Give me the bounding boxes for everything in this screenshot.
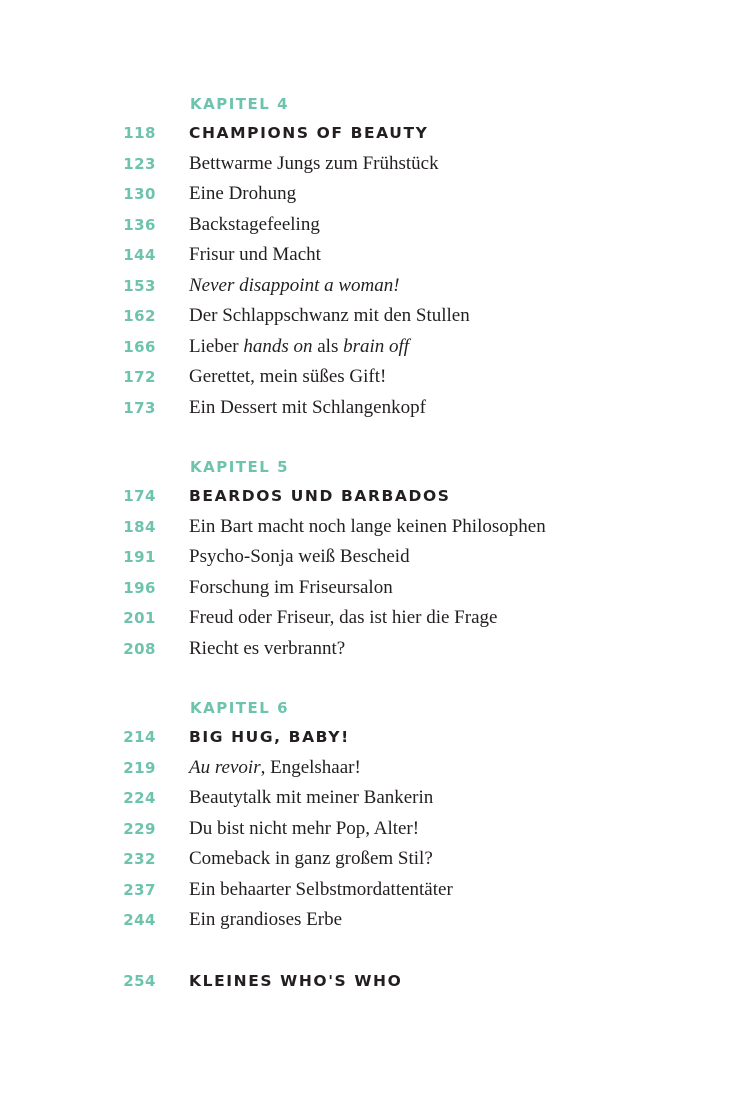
page-number: 173 [123, 398, 156, 417]
toc-entry[interactable] [0, 603, 729, 634]
toc-entry[interactable] [0, 362, 729, 393]
page-number: 229 [123, 819, 156, 838]
toc-entry[interactable] [0, 905, 729, 936]
page-number: 201 [123, 609, 156, 627]
entry-title: Eine Drohung [189, 183, 297, 204]
entry-title: Der Schlappschwanz mit den Stullen [189, 305, 470, 326]
entry-title: Psycho-Sonja weiß Bescheid [189, 546, 410, 567]
chapter-5 [0, 453, 729, 664]
page-number: 162 [123, 307, 156, 325]
page-number: 219 [123, 758, 156, 777]
entry-title: Frisur und Macht [189, 244, 321, 265]
toc-heading-row[interactable] [0, 481, 729, 512]
chapter-6 [0, 694, 729, 936]
page-number: 123 [123, 154, 156, 173]
entry-title: Never disappoint a woman! [189, 274, 400, 296]
toc-entry[interactable] [0, 149, 729, 180]
table-of-contents [0, 90, 729, 996]
entry-title: Ein grandioses Erbe [189, 909, 343, 930]
page-number: 172 [123, 368, 156, 386]
toc-entry[interactable] [0, 875, 729, 906]
entry-title: Ein behaarter Selbstmordattentäter [189, 878, 453, 900]
toc-entry[interactable] [0, 753, 729, 784]
chapter-4 [0, 90, 729, 423]
entry-title: Ein Bart macht noch lange keinen Philosophen [189, 515, 546, 537]
page-number: 153 [123, 276, 156, 295]
chapter-label: KAPITEL 5 [190, 458, 290, 476]
page-number: 184 [123, 517, 156, 536]
page-number: 244 [123, 911, 156, 929]
chapter-title: CHAMPIONS OF BEAUTY [189, 124, 429, 142]
page-number: 232 [123, 850, 156, 868]
entry-title: Gerettet, mein süßes Gift! [189, 366, 387, 387]
toc-entry[interactable] [0, 814, 729, 845]
chapter-label: KAPITEL 6 [190, 699, 290, 717]
page-number: 214 [123, 728, 156, 746]
toc-entry[interactable] [0, 783, 729, 814]
toc-entry[interactable] [0, 393, 729, 424]
toc-entry[interactable] [0, 634, 729, 665]
chapter-label: KAPITEL 4 [190, 95, 290, 113]
toc-entry[interactable] [0, 844, 729, 875]
page-number: 174 [123, 487, 156, 505]
page-number: 166 [123, 337, 156, 356]
toc-entry[interactable] [0, 271, 729, 302]
entry-title-italic: hands on [243, 335, 313, 357]
entry-title: Ein Dessert mit Schlangenkopf [189, 396, 426, 418]
page-number: 224 [123, 789, 156, 807]
toc-entry[interactable] [0, 240, 729, 271]
page-number: 144 [123, 246, 156, 264]
entry-title-part: Lieber [189, 335, 244, 357]
toc-entry[interactable] [0, 332, 729, 363]
page-number: 136 [123, 215, 156, 234]
page-number: 191 [123, 548, 156, 566]
entry-title: Comeback in ganz großem Stil? [189, 848, 433, 869]
page-number: 237 [123, 880, 156, 899]
entry-title: Du bist nicht mehr Pop, Alter! [189, 817, 420, 839]
chapter-title: BIG HUG, BABY! [189, 728, 350, 746]
toc-entry[interactable] [0, 301, 729, 332]
toc-heading-row[interactable] [0, 722, 729, 753]
chapter-title: KLEINES WHO'S WHO [189, 971, 403, 990]
toc-heading-row-whos-who[interactable] [0, 966, 729, 997]
toc-entry[interactable] [0, 573, 729, 604]
entry-title: Beautytalk mit meiner Bankerin [189, 787, 434, 808]
entry-title [189, 332, 409, 363]
toc-heading-row[interactable] [0, 118, 729, 149]
entry-title [189, 753, 361, 784]
page-number: 208 [123, 639, 156, 658]
toc-entry[interactable] [0, 542, 729, 573]
toc-entry[interactable] [0, 512, 729, 543]
entry-title-italic: Au revoir [189, 756, 261, 778]
entry-title-italic: brain off [343, 335, 410, 357]
entry-title-part: als [312, 335, 344, 357]
entry-title: Backstagefeeling [189, 213, 320, 235]
toc-entry[interactable] [0, 210, 729, 241]
page-number: 130 [123, 185, 156, 203]
entry-title: Freud oder Friseur, das ist hier die Frage [189, 607, 498, 628]
page-number: 196 [123, 578, 156, 597]
chapter-title: BEARDOS UND BARBADOS [189, 487, 451, 505]
entry-title: Forschung im Friseursalon [189, 576, 393, 598]
page-number: 254 [123, 971, 156, 990]
entry-title: Bettwarme Jungs zum Frühstück [189, 152, 439, 174]
entry-title: Riecht es verbrannt? [189, 637, 346, 659]
toc-entry[interactable] [0, 179, 729, 210]
entry-title-part: , Engelshaar! [260, 756, 361, 778]
page-number: 118 [123, 124, 156, 142]
